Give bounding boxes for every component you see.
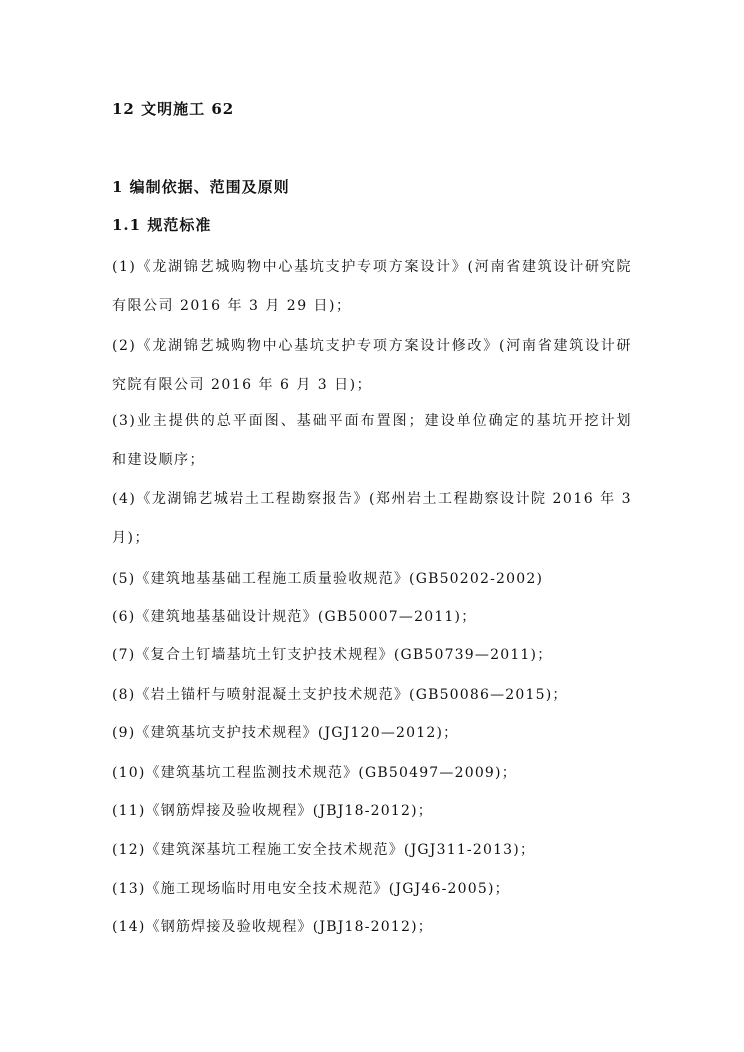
reference-item-10: (10)《建筑基坑工程监测技术规范》(GB50497—2009)； [112,765,517,781]
reference-item-13: (13)《施工现场临时用电安全技术规范》(JGJ46-2005)； [112,881,510,897]
toc-entry: 12 文明施工 62 [112,100,235,118]
reference-item-14: (14)《钢筋焊接及验收规程》(JBJ18-2012)； [112,919,433,935]
reference-item-7: (7)《复合土钉墙基坑土钉支护技术规程》(GB50739—2011)； [112,647,553,663]
reference-item-8: (8)《岩土锚杆与喷射混凝土支护技术规范》(GB50086—2015)； [112,687,568,703]
section-heading-1: 1 编制依据、范围及原则 [112,178,290,196]
reference-item-6: (6)《建筑地基基础设计规范》(GB50007—2011)； [112,609,477,625]
reference-item-2: (2)《龙湖锦艺城购物中心基坑支护专项方案设计修改》(河南省建筑设计研究院有限公司 2016 年 6 月 3 日)； [112,338,632,393]
reference-item-5: (5)《建筑地基基础工程施工质量验收规范》(GB50202-2002) [112,571,544,587]
reference-item-9: (9)《建筑基坑支护技术规程》(JGJ120—2012)； [112,725,459,741]
reference-item-4: (4)《龙湖锦艺城岩土工程勘察报告》(郑州岩土工程勘察设计院 2016 年 3 月)； [112,491,632,546]
section-heading-1-1: 1.1 规范标准 [112,216,212,234]
reference-item-12: (12)《建筑深基坑工程施工安全技术规范》(JGJ311-2013)； [112,842,536,858]
reference-item-3: (3)业主提供的总平面图、基础平面布置图；建设单位确定的基坑开挖计划和建设顺序； [112,413,632,468]
reference-item-11: (11)《钢筋焊接及验收规程》(JBJ18-2012)； [112,803,433,819]
reference-item-1: (1)《龙湖锦艺城购物中心基坑支护专项方案设计》(河南省建筑设计研究院有限公司 2016 年 3 月 29 日)； [112,259,632,314]
